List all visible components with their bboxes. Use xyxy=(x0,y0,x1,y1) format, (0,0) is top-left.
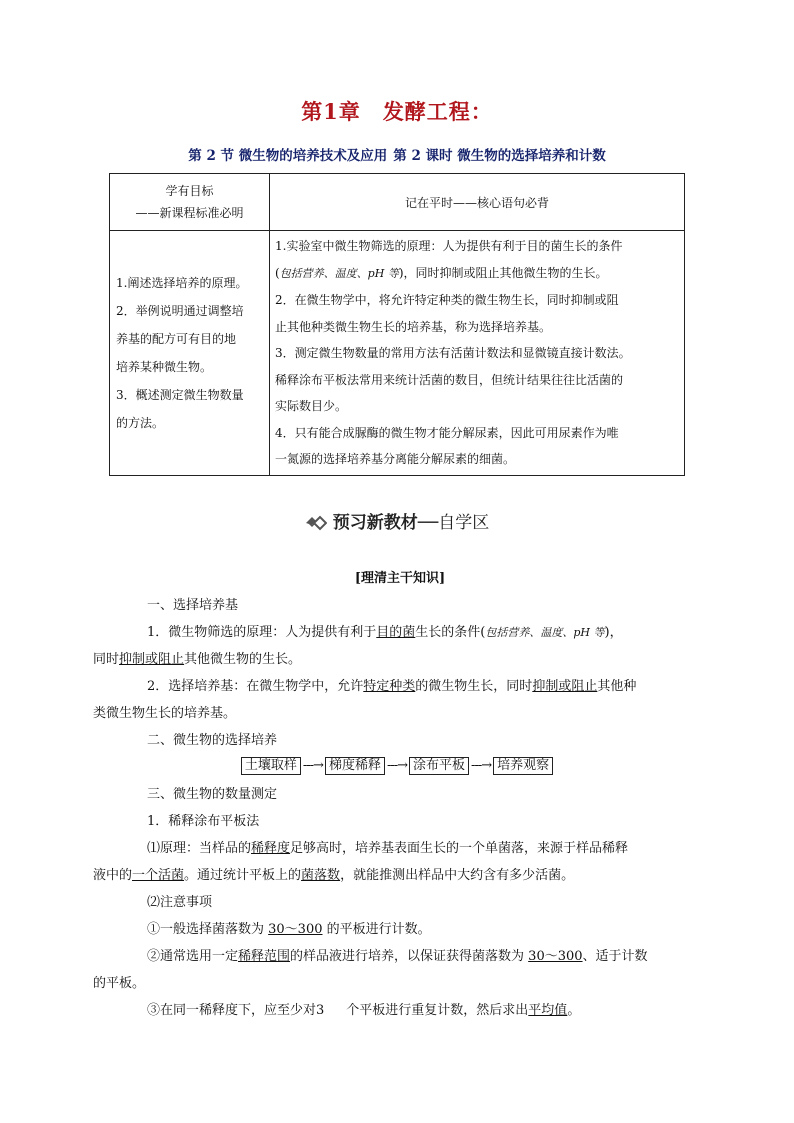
text: 其他种 xyxy=(597,679,637,694)
blank-answer: 30～300 xyxy=(268,922,323,937)
text: 的微生物生长，同时 xyxy=(415,679,533,694)
blank-answer: 30～300 xyxy=(528,949,583,964)
core-line: 2．在微生物学中，将允许特定种类的微生物生长，同时抑制或阻 xyxy=(275,293,619,308)
text: ⑴原理：当样品的 xyxy=(147,841,252,856)
core-text: )，同时抑制或阻止其他微生物的生长。 xyxy=(398,265,608,280)
goals-table xyxy=(109,173,685,476)
goal-line: 养基的配方可有目的地 xyxy=(116,332,237,346)
goal-line: 3．概述测定微生物数量 xyxy=(116,388,244,402)
text: 的样品液进行培养，以保证获得菌落数为 xyxy=(290,949,529,964)
blank-answer: 一个活菌 xyxy=(132,868,185,883)
flow-step: 土壤取样 xyxy=(241,757,301,775)
goals-right-cell xyxy=(270,231,685,476)
flow-arrow-icon: ---→ xyxy=(386,758,408,773)
blank-answer: 稀释范围 xyxy=(238,949,291,964)
goal-line: 的方法。 xyxy=(116,416,165,430)
text: 的平板进行计数。 xyxy=(322,922,431,937)
text: 的平板。 xyxy=(93,976,146,991)
text: ②通常选用一定 xyxy=(147,949,239,964)
procedure-flow xyxy=(0,757,794,775)
text: 、适于计数 xyxy=(582,949,648,964)
text: ①一般选择菌落数为 xyxy=(147,922,269,937)
text: 足够高时，培养基表面生长的一个单菌落，来源于样品稀释 xyxy=(290,841,629,856)
paragraph-principle xyxy=(93,835,680,889)
core-line: 1.实验室中微生物筛选的原理：人为提供有利于目的菌生长的条件 xyxy=(275,239,623,254)
blank-answer: 平均值 xyxy=(528,1003,568,1018)
heading-selective-culture: 二、微生物的选择培养 xyxy=(147,733,278,748)
banner-logo-icon xyxy=(305,515,327,536)
chapter-name: 发酵工程： xyxy=(382,99,493,124)
text: 。通过统计平板上的 xyxy=(184,868,302,883)
lesson-name: 第 2 课时 微生物的选择培养和计数 xyxy=(393,148,606,164)
blank-answer: 抑制或阻止 xyxy=(532,679,598,694)
core-note: 包括营养、温度、pH 等 xyxy=(279,266,399,280)
flow-step: 培养观察 xyxy=(493,757,553,775)
heading-selective-medium: 一、选择培养基 xyxy=(147,598,239,613)
core-line: 稀释涂布平板法常用来统计活菌的数目，但统计结果往往比活菌的 xyxy=(275,372,624,387)
banner-rest: ──自学区 xyxy=(417,513,490,533)
note-3 xyxy=(120,997,680,1024)
note-2 xyxy=(93,943,680,997)
core-line: 一氮源的选择培养基分离能分解尿素的细菌。 xyxy=(275,452,516,467)
banner-strong: 预习新教材 xyxy=(332,513,418,533)
paragraph-screening-principle xyxy=(93,619,680,673)
goals-left-header-line2: ——新课程标准必明 xyxy=(135,206,244,220)
flow-arrow-icon: ---→ xyxy=(302,758,323,773)
core-text: ( xyxy=(275,265,280,280)
subheading: [理清主干知识] xyxy=(354,571,446,586)
flow-step: 涂布平板 xyxy=(409,757,469,775)
text: 个平板进行重复计数，然后求出 xyxy=(346,1003,529,1018)
core-line: 3．测定微生物数量的常用方法有活菌计数法和显微镜直接计数法。 xyxy=(275,346,631,361)
section-name: 第 2 节 微生物的培养技术及应用 xyxy=(188,148,388,164)
goals-left-header xyxy=(110,174,270,231)
text: 其他微生物的生长。 xyxy=(184,652,302,667)
core-line: 止其他种类微生物生长的培养基，称为选择培养基。 xyxy=(275,319,552,334)
blank-answer: 目的菌 xyxy=(376,625,416,640)
text: 1．微生物筛选的原理：人为提供有利于 xyxy=(147,625,377,640)
core-line: 实际数目少。 xyxy=(275,399,348,414)
text: ，就能推测出样品中大约含有多少活菌。 xyxy=(340,868,575,883)
goal-line: 培养某种微生物。 xyxy=(116,360,213,374)
heading-count: 三、微生物的数量测定 xyxy=(147,787,278,802)
goal-line: 1.阐述选择培养的原理。 xyxy=(116,276,248,290)
chapter-number: 第1章 xyxy=(301,99,361,124)
text: 液中的 xyxy=(93,868,133,883)
section-title xyxy=(0,144,794,164)
core-line: 4．只有能合成脲酶的微生物才能分解尿素，因此可用尿素作为唯 xyxy=(275,425,619,440)
blank-answer: 稀释度 xyxy=(251,841,291,856)
text: 同时 xyxy=(93,652,120,667)
note-1 xyxy=(120,916,680,943)
section-banner xyxy=(0,508,794,536)
goals-left-cell xyxy=(110,231,270,476)
text: )， xyxy=(604,625,623,640)
goal-line: 2．举例说明通过调整培 xyxy=(116,304,244,318)
note: 包括营养、温度、pH 等 xyxy=(485,626,605,639)
blank-answer: 特定种类 xyxy=(363,679,416,694)
notes-title: ⑵注意事项 xyxy=(147,895,213,910)
text: 2．选择培养基：在微生物学中，允许 xyxy=(147,679,364,694)
text: 。 xyxy=(567,1003,581,1018)
goals-right-header: 记在平时——核心语句必背 xyxy=(270,174,685,231)
text: ③在同一稀释度下，应至少对3 xyxy=(147,1003,325,1018)
flow-arrow-icon: ---→ xyxy=(471,758,492,773)
text: 类微生物生长的培养基。 xyxy=(93,706,237,721)
blank-answer: 菌落数 xyxy=(301,868,341,883)
method-title: 1．稀释涂布平板法 xyxy=(147,814,260,829)
core-line xyxy=(275,260,678,288)
paragraph-selective-medium xyxy=(93,673,680,727)
goals-left-header-line1: 学有目标 xyxy=(165,184,214,198)
chapter-title xyxy=(0,96,794,126)
flow-step: 梯度稀释 xyxy=(325,757,385,775)
text: 生长的条件( xyxy=(415,625,486,640)
blank-answer: 抑制或阻止 xyxy=(119,652,185,667)
